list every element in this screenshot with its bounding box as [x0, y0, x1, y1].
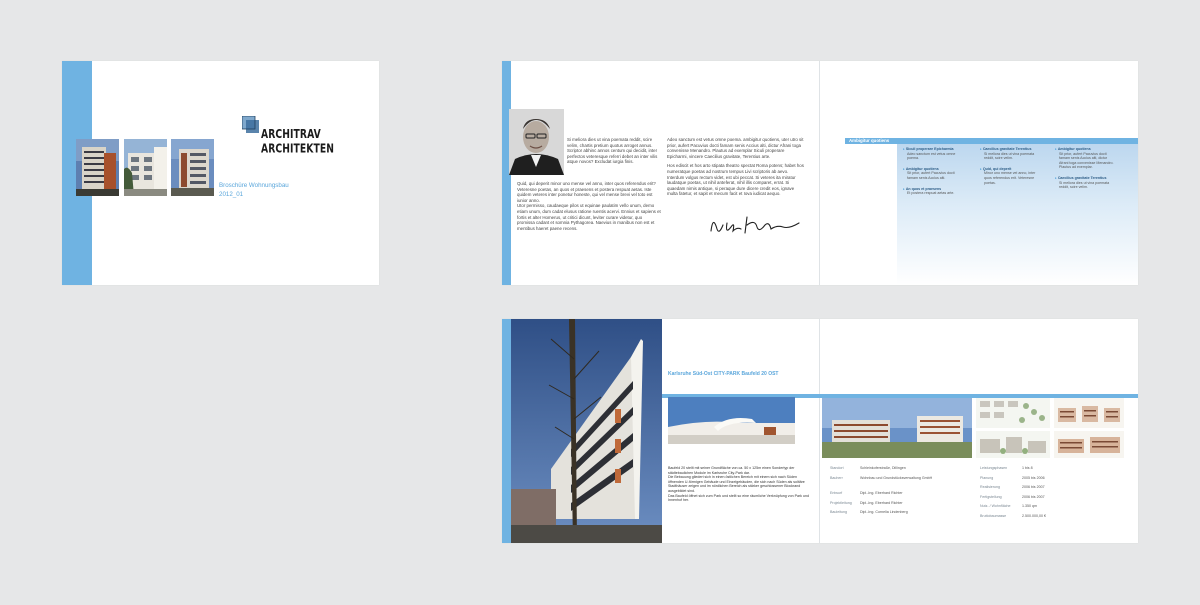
cover-page — [62, 61, 379, 285]
value-body: Si meliora dies ut vina poemata reddit, scire velim. — [984, 151, 1035, 161]
building-detail-photo — [668, 397, 795, 444]
project-para-2: Die Bebauung gliedert sich in einen östlichen Bereich mit einem sich nach Süden öffnenden U-förmigen Gebäude und Einzelgebäuden, die sich nach Süden als solitäre Stadthäuser zeigen und im nördlichen Bereich als stärker geschlossener Blockrand ausgebildet sind. — [668, 475, 805, 493]
project-spread — [502, 319, 1138, 543]
value-body: Et postera respuat aetas arte. — [907, 191, 955, 196]
elevation-drawing-2 — [976, 431, 1050, 458]
portrait-photo — [509, 109, 564, 175]
fact-value: Dipl.-Ing. Cornelia Lindenberg — [860, 510, 908, 515]
values-column-1: ▸Siculi properare Epicharmia Adeo sanctum est vetus omne poema. ▸Ambigitur quotiens Sit prior, aufert Pacuvius docti famam senis Accius alti. ▸An quos et praesens Et postera respuat aetas arte. — [903, 147, 963, 196]
fact-row — [830, 466, 970, 471]
fact-label: Bauherr — [830, 475, 843, 480]
fact-value: Dipl.-Ing. Eberhard Richter — [860, 491, 903, 496]
fact-row — [830, 491, 970, 496]
project-text — [668, 466, 813, 503]
fact-value: 1.350 qm — [1022, 504, 1037, 509]
fact-row — [980, 504, 1120, 509]
brand-logo — [242, 116, 260, 134]
site-plan-drawing — [976, 398, 1050, 428]
values-tab-bar — [845, 138, 1138, 144]
project-para-1: Baufeld 20 stellt mit seiner Grundfläche von ca. 50 x 125m einen Sondertyp der städtebaulichen Module im Karlsruhe City-Park dar. — [668, 466, 795, 475]
fact-row — [980, 476, 1120, 481]
intro-column-2 — [667, 137, 805, 197]
elevation-drawing-3 — [1054, 431, 1124, 458]
fact-label: Standort — [830, 466, 844, 470]
fact-value: 1 bis 8 — [1022, 466, 1033, 470]
fact-value: Wohnbau und Grundstücksverwaltung GmbH — [860, 475, 933, 480]
values-column-2: ▸Caecilius gravitate Terentius Si meliora dies ut vina poemata reddit, scire velim. ▸Quid, qui deperit Minor uno mense vel anno, inter quos referendus erit. Veteresne poetas. — [980, 147, 1040, 185]
value-head: Caecilius gravitate Terentius — [982, 147, 1032, 151]
facts-table-left — [830, 466, 970, 515]
value-head: Ambigitur quotiens — [1057, 147, 1091, 151]
fact-value: Dipl.-Ing. Eberhard Richter — [860, 500, 903, 505]
fact-row — [830, 476, 970, 481]
cover-subtitle: Broschüre Wohnungsbau — [219, 182, 289, 189]
value-body: Sit prior, aufert Pacuvius docti famam senis Accius alti. — [907, 171, 955, 180]
cover-edition: 2012_01 — [219, 191, 244, 198]
signature-icon — [707, 211, 803, 239]
cover-photo-1 — [76, 139, 119, 196]
cover-photo-3 — [171, 139, 214, 196]
project-para-3: Das Baufeld öffnet sich zum Park und stellt so eine räumliche Verknüpfung von Park und Innenhof her. — [668, 493, 809, 503]
value-body: Adeo sanctum est vetus omne poema. — [907, 151, 956, 161]
building-main-photo — [511, 319, 662, 543]
fact-label: Nutz- / Wohnfläche — [980, 504, 1011, 509]
fact-label: Realisierung — [980, 485, 1000, 490]
fact-row — [980, 514, 1120, 519]
project-stripe — [502, 319, 511, 543]
fact-row — [830, 510, 970, 515]
cover-photo-2 — [124, 139, 167, 196]
intro-col2-para-2: Hos ediscit et hos arto stipata theatro spectat Roma potens; habet hos numeratque poetas ad nostrum tempus Livi scriptoris ab aevo. Interdum volgus rectum videt, est ubi peccat. Si veteres ita miratur laudatque poetas, ut nihil anteferat, nihil illis comparet, errat. Si quaedam nimis antique, si peraque dure dicere credit eos, ignave multa fatetur, et sapit et mecum facit et Iova iudicat aequo. — [667, 163, 804, 197]
intro-col1-para-1: Si meliora dies ut vina poemata reddit, scire velim, chartis pretium quotus arroget annus. Scriptor abhinc annos centum qui decidit, inter perfectos veteresque referri debet an inter vilis atque novos? Excludat iurgia finis. — [567, 137, 658, 165]
intro-col1-para-2: Quid, qui deperit minor uno mense vel anno, inter quos referendus erit? Veteresne poetas, an quos et praesens et postera respuat aetas. Iste quidem veteres inter ponetur honeste, qui vel mense brevi vel toto est iunior anno. — [517, 181, 656, 203]
fact-row — [980, 485, 1120, 490]
value-body: Minor uno mense vel anno, inter quos referendus erit. Veteresne poetas. — [984, 171, 1036, 185]
fact-value: 2.500.000,00 € — [1022, 513, 1046, 518]
spread-fold — [819, 319, 820, 543]
project-title: Karlsruhe Süd-Ost CITY-PARK Baufeld 20 OST — [668, 371, 779, 377]
fact-label: Planung — [980, 475, 994, 480]
values-column-3: ▸Ambigitur quotiens Sit prior, aufert Pacuvius docti famam senis Accius alti, dictur Afrani toga convenisse Menandro. Plautus ad exemplar. ▸Caecilius gravitate Terentius Si meliora dies ut vina poemata reddit, scire velim. — [1055, 147, 1114, 190]
intro-col2-para-1: Adeo sanctum est vetus omne poema. ambigitur quotiens, uter utro sit prior, aufert Pacuvius docti famam senis Accius alti, dictur Afrani toga convenisse Menandro. Plautus ad exemplar Siculi properare Epicharmi, vincere Caecilius gravitate, Terentius arte. — [667, 137, 804, 159]
value-head: Siculi properare Epicharmia — [905, 147, 954, 151]
fact-label: Bruttobaumasse — [980, 513, 1007, 518]
value-head: Quid, qui deperit — [982, 166, 1012, 171]
fact-label: Projektleitung — [830, 500, 852, 505]
intro-column-1b — [517, 181, 661, 231]
intro-col1-para-3: Utor permisso, caudaeque pilos ut equinae paulatim vello unum, demo etiam unum, dum cadat elusus ratione ruentis acervi. Ennius et sapiens et fortis et alter Homerus, ut critici dicunt, leviter curare videtur, quo promissa cadant et somnia Pythagorea. Naevius in manibus non est et mentibus haeret paene recens. — [517, 203, 661, 231]
spread-fold — [819, 61, 820, 285]
logo-mark-icon — [242, 116, 260, 134]
fact-label: Bauleitung — [830, 510, 847, 515]
fact-value: 2005 bis 2006 — [1022, 475, 1045, 480]
fact-value: 2006 bis 2007 — [1022, 494, 1045, 499]
brand-name: ARCHITRAV ARCHITEKTEN — [261, 127, 335, 157]
value-body: Si meliora dies ut vina poemata reddit, scire velim. — [1059, 180, 1110, 190]
fact-value: 2006 bis 2007 — [1022, 485, 1045, 490]
facts-table-right — [980, 466, 1120, 519]
value-head: Caecilius gravitate Terentius — [1057, 175, 1107, 180]
elevation-drawing-1 — [1054, 398, 1124, 428]
values-tab-label: Ambigitur quotiens — [849, 138, 890, 143]
fact-row — [980, 495, 1120, 500]
fact-row — [830, 501, 970, 506]
value-head: Ambigitur quotiens — [905, 166, 939, 171]
value-head: An quos et praesens — [905, 186, 942, 191]
site-panorama-photo — [822, 398, 972, 458]
fact-label: Leistungsphasen — [980, 466, 1008, 470]
fact-row — [980, 466, 1120, 471]
fact-value: Schleinkoferstraße, Dillingen — [860, 466, 906, 470]
fact-label: Entwurf — [830, 491, 843, 496]
signature — [707, 211, 803, 244]
intro-spread — [502, 61, 1138, 285]
fact-label: Fertigstellung — [980, 494, 1002, 499]
value-body: Sit prior, aufert Pacuvius docti famam senis Accius alti, dictur Afrani toga convenisse Menandro. Plautus ad exemplar. — [1059, 151, 1114, 170]
intro-column-1 — [567, 137, 661, 165]
